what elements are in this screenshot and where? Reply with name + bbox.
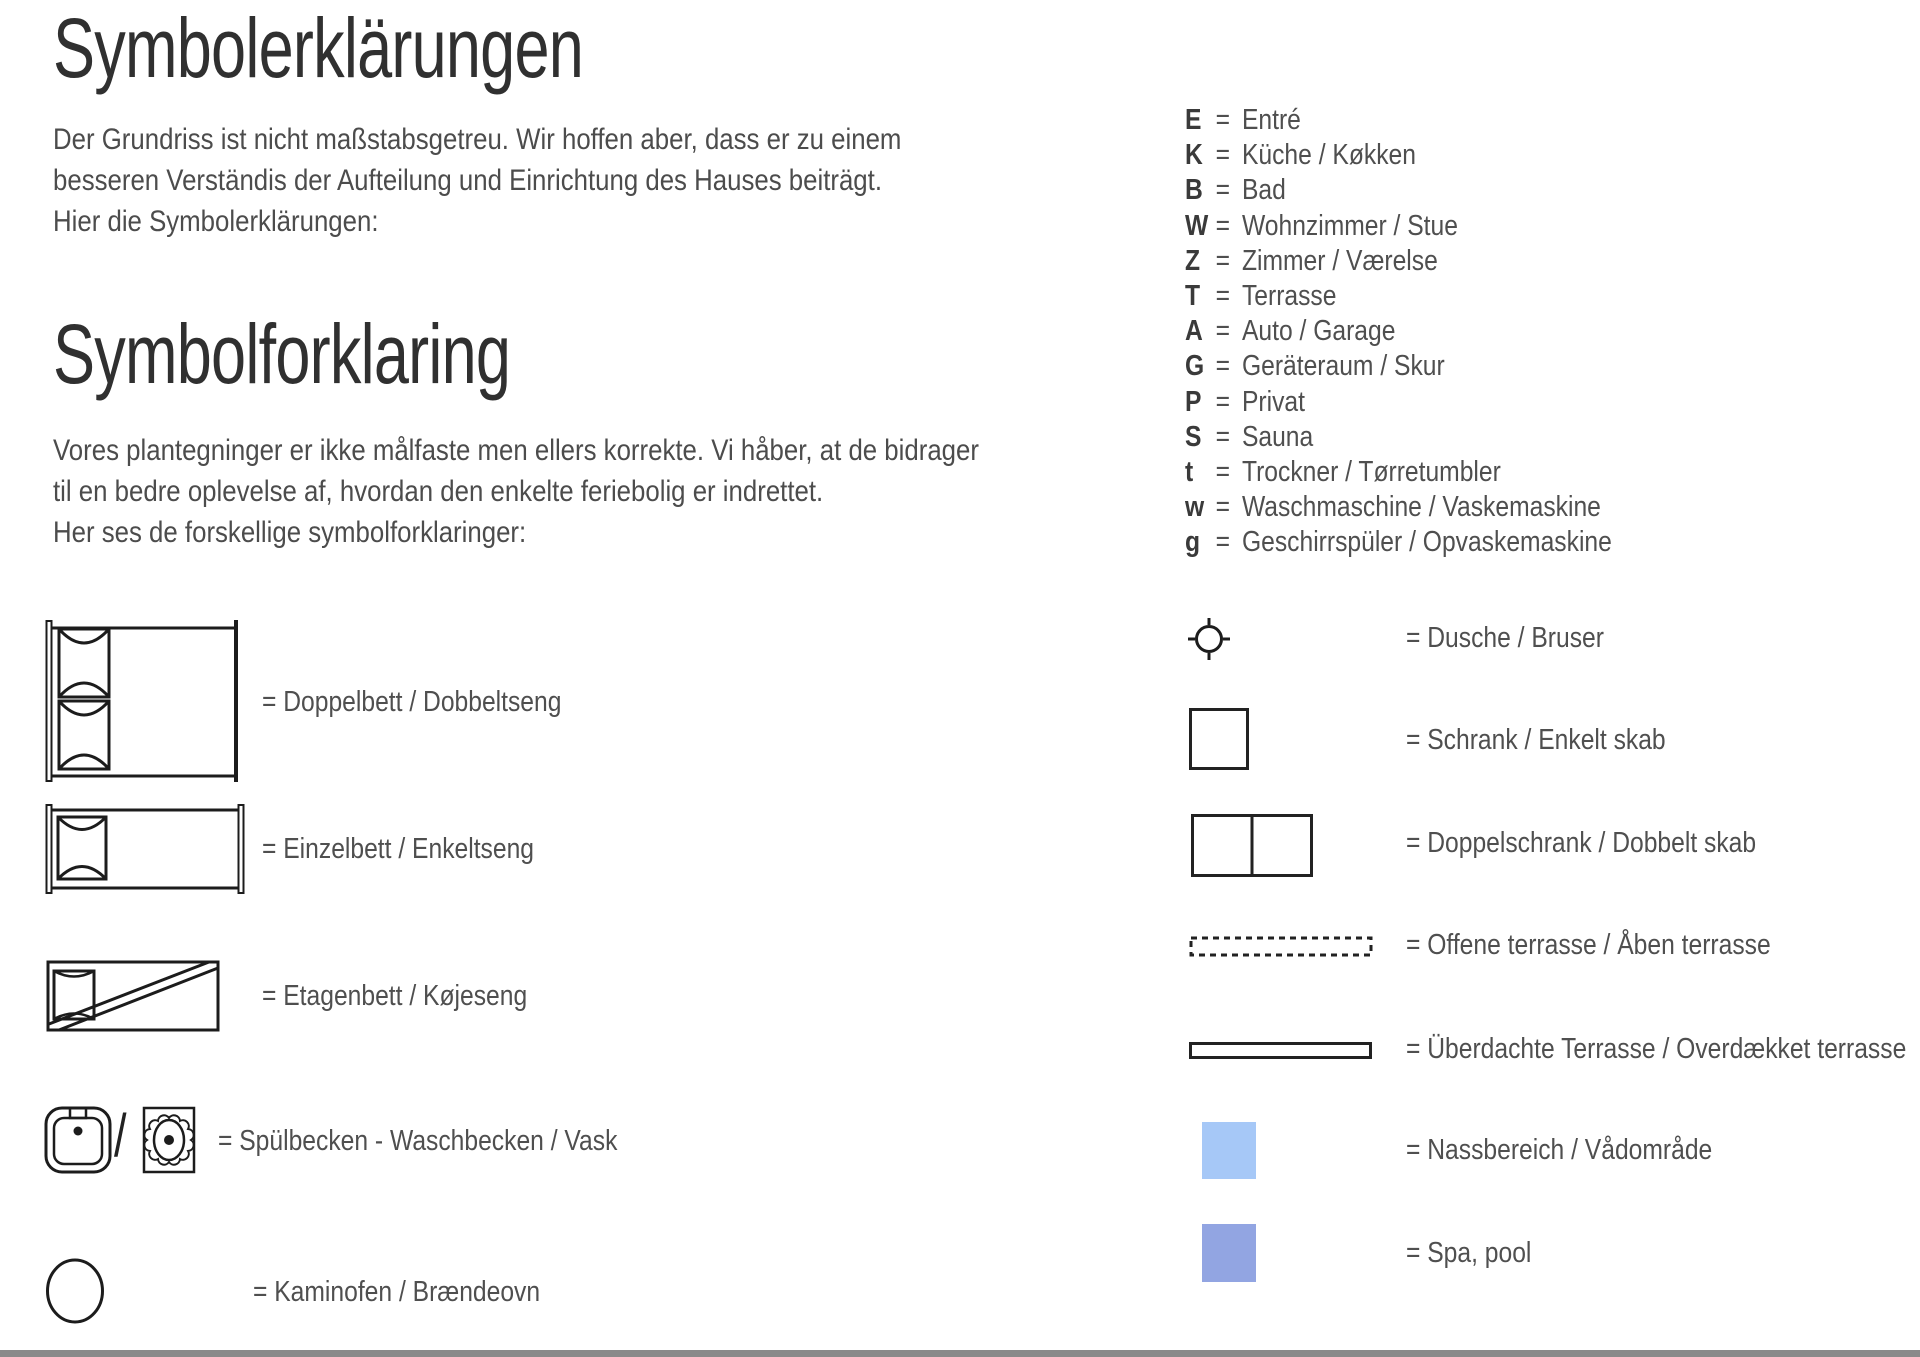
double-bed-label: = Doppelbett / Dobbeltseng: [262, 686, 562, 718]
legend-letter: P: [1185, 385, 1202, 418]
intro-german-line: Hier die Symbolerklärungen:: [53, 205, 379, 238]
letter-legend: [1185, 103, 1612, 560]
spa-pool-label: = Spa, pool: [1406, 1237, 1532, 1269]
page-title-danish: Symbolforklaring: [53, 307, 511, 401]
legend-letter: E: [1185, 104, 1202, 137]
equals-sign: =: [1215, 491, 1230, 524]
equals-sign: =: [1215, 385, 1230, 418]
shower-label: = Dusche / Bruser: [1406, 622, 1604, 654]
equals-sign: =: [1215, 174, 1230, 207]
letter-legend-row: [1185, 173, 1612, 208]
equals-sign: =: [1215, 280, 1230, 313]
intro-german-line: Der Grundriss ist nicht maßstabsgetreu. Wir hoffen aber, dass er zu einem: [53, 123, 902, 156]
legend-label: Geräteraum / Skur: [1241, 350, 1445, 383]
equals-sign: =: [1215, 209, 1230, 242]
letter-legend-row: [1185, 314, 1612, 349]
legend-letter: w: [1185, 491, 1205, 524]
legend-letter: K: [1185, 139, 1203, 172]
open-terrace-icon: [1189, 935, 1375, 959]
single-bed-label: = Einzelbett / Enkeltseng: [262, 833, 535, 865]
legend-letter: g: [1185, 526, 1201, 559]
legend-label: Zimmer / Værelse: [1241, 244, 1438, 277]
legend-label: Terrasse: [1241, 280, 1337, 313]
single-bed-icon: [45, 804, 245, 894]
legend-letter: T: [1185, 280, 1201, 313]
equals-sign: =: [1215, 104, 1230, 137]
legend-letter: B: [1185, 174, 1203, 207]
wardrobe-label: = Schrank / Enkelt skab: [1406, 724, 1666, 756]
legend-letter: W: [1185, 209, 1209, 242]
double-bed-icon: [45, 620, 241, 782]
equals-sign: =: [1215, 420, 1230, 453]
letter-legend-row: [1185, 385, 1612, 420]
covered-terrace-label: = Überdachte Terrasse / Overdækket terrasse: [1406, 1033, 1907, 1065]
letter-legend-row: [1185, 490, 1612, 525]
legend-label: Auto / Garage: [1241, 315, 1396, 348]
equals-sign: =: [1215, 139, 1230, 172]
equals-sign: =: [1215, 526, 1230, 559]
intro-danish-line: Her ses de forskellige symbolforklaringer:: [53, 516, 527, 549]
intro-danish: [53, 430, 979, 553]
letter-legend-row: [1185, 244, 1612, 279]
legend-letter: G: [1185, 350, 1205, 383]
equals-sign: =: [1215, 244, 1230, 277]
intro-german: [53, 119, 901, 242]
letter-legend-row: [1185, 349, 1612, 384]
letter-legend-row: [1185, 103, 1612, 138]
slash-separator: /: [114, 1102, 127, 1169]
letter-legend-row: [1185, 279, 1612, 314]
wood-stove-label: = Kaminofen / Brændeovn: [253, 1276, 541, 1308]
equals-sign: =: [1215, 455, 1230, 488]
legend-label: Privat: [1241, 385, 1305, 418]
letter-legend-row: [1185, 138, 1612, 173]
letter-legend-row: [1185, 455, 1612, 490]
legend-label: Geschirrspüler / Opvaskemaskine: [1241, 526, 1612, 559]
wood-stove-icon: [45, 1258, 105, 1324]
letter-legend-row: [1185, 525, 1612, 560]
equals-sign: =: [1215, 350, 1230, 383]
letter-legend-row: [1185, 209, 1612, 244]
legend-label: Waschmaschine / Vaskemaskine: [1241, 491, 1601, 524]
intro-german-line: besseren Verständis der Aufteilung und Einrichtung des Hauses beiträgt.: [53, 164, 882, 197]
letter-legend-row: [1185, 420, 1612, 455]
shower-icon: [1187, 617, 1231, 661]
spa-pool-swatch: [1202, 1224, 1256, 1282]
legend-label: Wohnzimmer / Stue: [1241, 209, 1458, 242]
kitchen-sink-icon: [44, 1104, 114, 1176]
bunk-bed-label: = Etagenbett / Køjeseng: [262, 980, 528, 1012]
page-bottom-edge: [0, 1350, 1920, 1357]
page-title-german: Symbolerklärungen: [53, 1, 584, 95]
legend-label: Bad: [1241, 174, 1286, 207]
legend-label: Küche / Køkken: [1241, 139, 1416, 172]
legend-label: Sauna: [1241, 420, 1314, 453]
legend-label: Trockner / Tørretumbler: [1241, 455, 1501, 488]
open-terrace-label: = Offene terrasse / Åben terrasse: [1406, 929, 1771, 961]
intro-danish-line: til en bedre oplevelse af, hvordan den enkelte feriebolig er indrettet.: [53, 475, 824, 508]
sink-label: = Spülbecken - Waschbecken / Vask: [218, 1125, 618, 1157]
bunk-bed-icon: [46, 960, 220, 1032]
double-wardrobe-icon: [1191, 814, 1313, 877]
wet-area-swatch: [1202, 1122, 1256, 1179]
washbasin-icon: [142, 1104, 196, 1176]
equals-sign: =: [1215, 315, 1230, 348]
legend-label: Entré: [1241, 104, 1301, 137]
intro-danish-line: Vores plantegninger er ikke målfaste men ellers korrekte. Vi håber, at de bidrager: [53, 434, 979, 467]
legend-letter: S: [1185, 420, 1202, 453]
legend-letter: t: [1185, 455, 1194, 488]
double-wardrobe-label: = Doppelschrank / Dobbelt skab: [1406, 827, 1757, 859]
legend-letter: A: [1185, 315, 1203, 348]
wet-area-label: = Nassbereich / Vådområde: [1406, 1134, 1713, 1166]
legend-letter: Z: [1185, 244, 1201, 277]
wardrobe-icon: [1189, 708, 1249, 770]
covered-terrace-icon: [1189, 1042, 1372, 1059]
